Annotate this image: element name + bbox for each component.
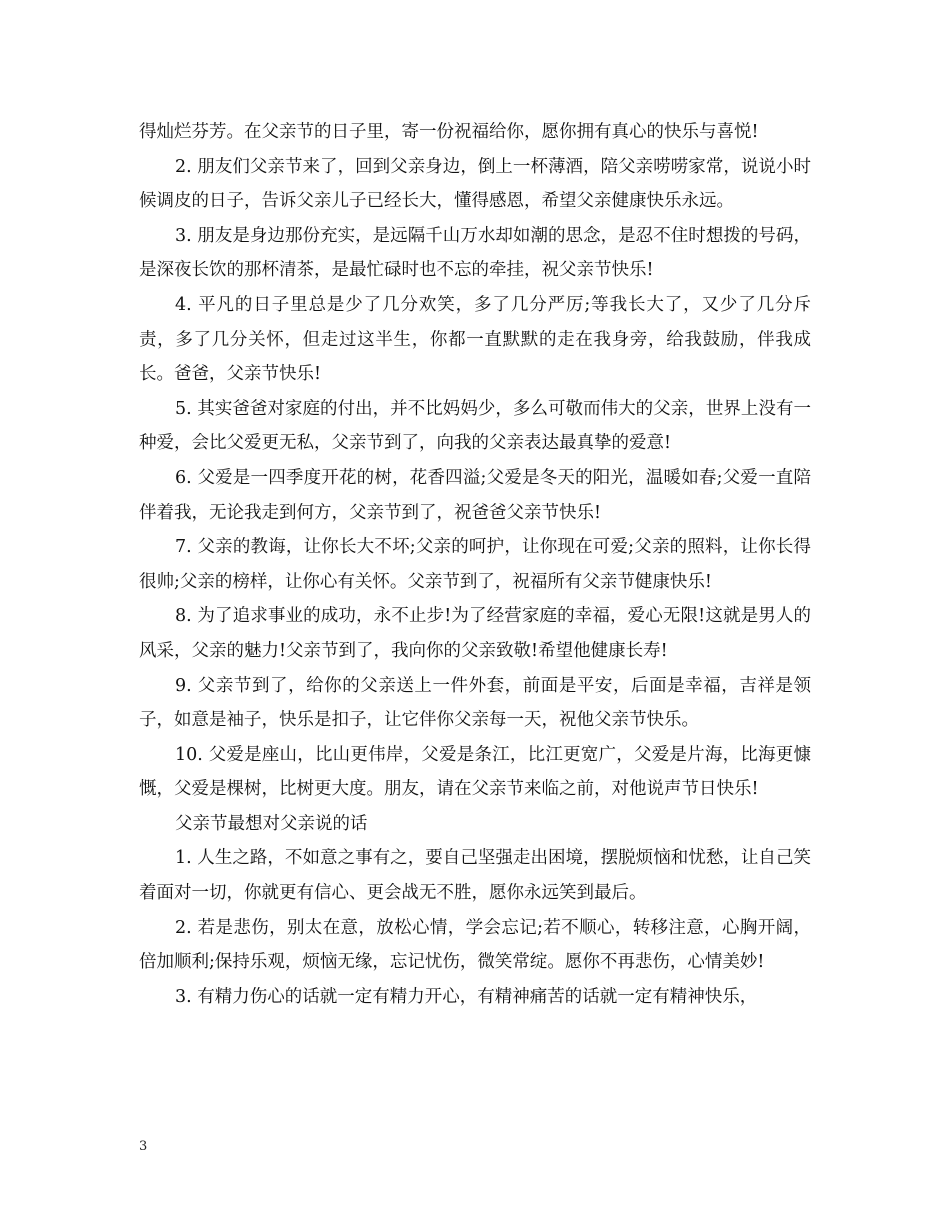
list-item: 9. 父亲节到了，给你的父亲送上一件外套，前面是平安，后面是幸福，吉祥是领子，如意是袖子，快乐是扣子，让它伴你父亲每一天，祝他父亲节快乐。 xyxy=(139,675,811,731)
document-body xyxy=(139,115,811,1014)
list-item: 2. 朋友们父亲节来了，回到父亲身边，倒上一杯薄酒，陪父亲唠唠家常，说说小时候调皮的日子，告诉父亲儿子已经长大，懂得感恩，希望父亲健康快乐永远。 xyxy=(139,156,811,212)
list-item: 1. 人生之路，不如意之事有之，要自己坚强走出困境，摆脱烦恼和忧愁，让自己笑着面对一切，你就更有信心、更会战无不胜，愿你永远笑到最后。 xyxy=(139,848,811,904)
list-item: 7. 父亲的教诲，让你长大不坏;父亲的呵护，让你现在可爱;父亲的照料，让你长得很帅;父亲的榜样，让你心有关怀。父亲节到了，祝福所有父亲节健康快乐! xyxy=(139,537,811,592)
list-item: 6. 父爱是一四季度开花的树，花香四溢;父爱是冬天的阳光，温暖如春;父爱一直陪伴着我，无论我走到何方，父亲节到了，祝爸爸父亲节快乐! xyxy=(139,467,811,523)
list-item: 4. 平凡的日子里总是少了几分欢笑，多了几分严厉;等我长大了，又少了几分斥责，多了几分关怀，但走过这半生，你都一直默默的走在我身旁，给我鼓励，伴我成长。爸爸，父亲节快乐! xyxy=(139,294,811,385)
list-item: 10. 父爱是座山，比山更伟岸，父爱是条江，比江更宽广，父爱是片海，比海更慷慨，父爱是棵树，比树更大度。朋友，请在父亲节来临之前，对他说声节日快乐! xyxy=(139,744,811,800)
section-heading: 父亲节最想对父亲说的话 xyxy=(175,813,368,834)
list-item: 8. 为了追求事业的成功，永不止步!为了经营家庭的幸福，爱心无限!这就是男人的风采，父亲的魅力!父亲节到了，我向你的父亲致敬!希望他健康长寿! xyxy=(139,606,811,661)
list-item: 2. 若是悲伤，别太在意，放松心情，学会忘记;若不顺心，转移注意，心胸开阔，倍加顺利;保持乐观，烦恼无缘，忘记忧伤，微笑常绽。愿你不再悲伤，心情美妙! xyxy=(139,917,811,973)
list-item: 3. 朋友是身边那份充实，是远隔千山万水却如潮的思念，是忍不住时想拨的号码，是深夜长饮的那杯清茶，是最忙碌时也不忘的牵挂，祝父亲节快乐! xyxy=(139,225,811,281)
paragraph-continuation: 得灿烂芬芳。在父亲节的日子里，寄一份祝福给你，愿你拥有真心的快乐与喜悦! xyxy=(139,122,759,142)
list-item: 3. 有精力伤心的话就一定有精力开心，有精神痛苦的话就一定有精神快乐， xyxy=(175,986,758,1007)
page-number: 3 xyxy=(139,1139,148,1154)
list-item: 5. 其实爸爸对家庭的付出，并不比妈妈少，多么可敬而伟大的父亲，世界上没有一种爱，会比父爱更无私，父亲节到了，向我的父亲表达最真挚的爱意! xyxy=(139,398,811,454)
